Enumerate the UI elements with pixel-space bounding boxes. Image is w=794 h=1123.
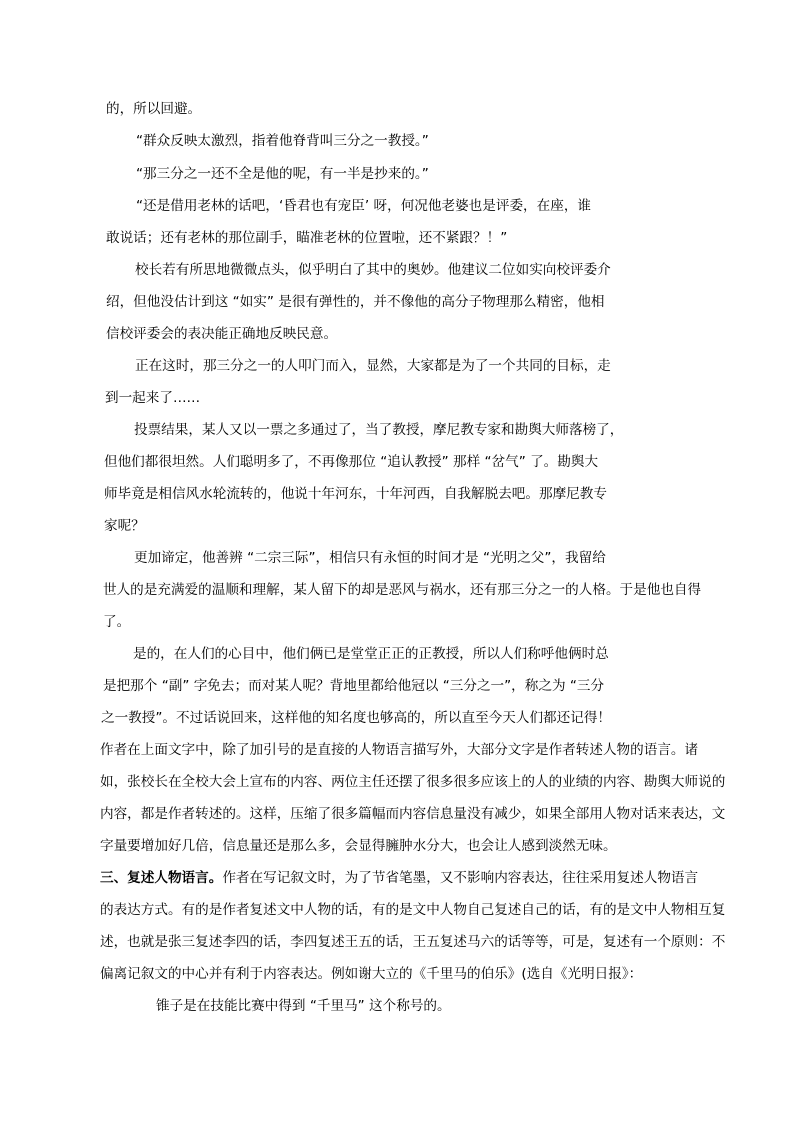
quote-line: 家呢？	[104, 518, 145, 534]
quote-line: 绍，但他没估计到这 “如实” 是很有弹性的，并不像他的高分子物理那么精密，他相	[106, 294, 605, 310]
quote-line: 但他们都很坦然。人们聪明多了，不再像那位 “追认教授” 那样 “岔气” 了。勘舆大	[104, 454, 599, 470]
analysis-line: 内容，都是作者转述的。这样，压缩了很多篇幅而内容信息量没有减少，如果全部用人物对话来表达，文	[100, 806, 726, 822]
quote-line: “还是借用老林的话吧，‘昏君也有宠臣’ 呀，何况他老婆也是评委，在座，谁	[136, 198, 592, 214]
quote-line: 师毕竟是相信风水轮流转的，他说十年河东，十年河西，自我解脱去吧。那摩尼教专	[104, 486, 607, 502]
quote-line: 校长若有所思地微微点头，似乎明白了其中的奥妙。他建议二位如实向校评委介	[135, 262, 611, 278]
section-line: 偏离记叙文的中心并有利于内容表达。例如谢大立的《千里马的伯乐》(选自《光明日报》：	[100, 966, 643, 982]
quote-line: 更加谛定，他善辨 “二宗三际”，相信只有永恒的时间才是 “光明之父”，我留给	[134, 550, 606, 566]
quote-line: 世人的是充满爱的温顺和理解，某人留下的却是恶风与祸水，还有那三分之一的人格。于是他也自得	[103, 582, 702, 598]
quote-line: 了。	[103, 614, 131, 630]
quote-line: 的，所以回避。	[106, 101, 202, 117]
example-line: 锥子是在技能比赛中得到 “千里马” 这个称号的。	[156, 998, 451, 1014]
quote-line: “群众反映太激烈，指着他脊背叫三分之一教授。”	[136, 133, 429, 149]
section-heading: 三、复述人物语言。	[100, 870, 223, 886]
section-first-line	[100, 868, 698, 888]
quote-line: 之一教授”。不过话说回来，这样他的知名度也够高的，所以直至今天人们都还记得！	[101, 710, 612, 726]
section-line: 述，也就是张三复述李四的话，李四复述王五的话，王五复述马六的话等等，可是，复述有一个原则：不	[100, 934, 726, 950]
quote-line: 到一起来了……	[105, 390, 201, 406]
analysis-line: 字量要增加好几倍，信息量还是那么多，会显得臃肿水分大，也会让人感到淡然无味。	[100, 838, 617, 854]
quote-line: 是的，在人们的心目中，他们俩已是堂堂正正的正教授，所以人们称呼他俩时总	[133, 646, 609, 662]
quote-line: “那三分之一还不全是他的呢，有一半是抄来的。”	[136, 166, 429, 182]
quote-line: 投票结果，某人又以一票之多通过了，当了教授，摩尼教专家和勘舆大师落榜了，	[134, 422, 624, 438]
quote-line: 正在这时，那三分之一的人叩门而入，显然，大家都是为了一个共同的目标，走	[135, 358, 611, 374]
analysis-line: 如，张校长在全校大会上宣布的内容、两位主任还摆了很多很多应该上的人的业绩的内容、勘舆大师说的	[100, 774, 726, 790]
analysis-line: 作者在上面文字中，除了加引号的是直接的人物语言描写外，大部分文字是作者转述人物的语言。诸	[100, 742, 699, 758]
section-line: 作者在写记叙文时，为了节省笔墨，又不影响内容表达，往往采用复述人物语言	[222, 870, 699, 886]
quote-line: 是把那个 “副” 字免去；而对某人呢？背地里都给他冠以 “三分之一”，称之为 “三分	[103, 678, 605, 694]
section-line: 的表达方式。有的是作者复述文中人物的话，有的是文中人物自己复述自己的话，有的是文中人物相互复	[100, 902, 726, 918]
quote-line: 敢说话；还有老林的那位副手，瞄准老林的位置啦，还不紧跟？！”	[106, 230, 508, 246]
quote-line: 信校评委会的表决能正确地反映民意。	[106, 326, 338, 342]
